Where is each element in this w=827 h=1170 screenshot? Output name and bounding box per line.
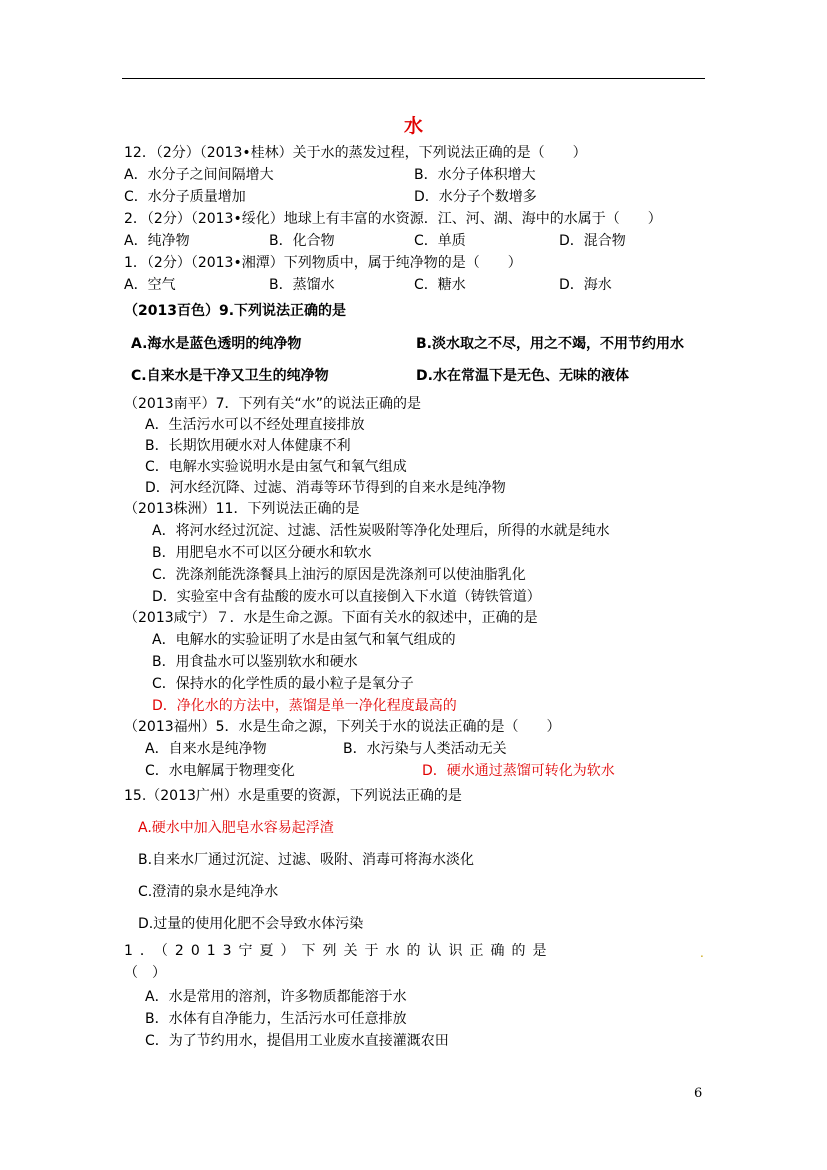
nanping-option-c: C．电解水实验说明水是由氢气和氧气组成	[145, 459, 407, 475]
ningxia-paren: （ ）	[124, 965, 166, 981]
q1-option-b: B．蒸馏水	[269, 277, 335, 293]
fuzhou-option-b: B．水污染与人类活动无关	[343, 741, 507, 757]
q2-option-c: C．单质	[414, 233, 466, 249]
baise-option-c: C.自来水是干净又卫生的纯净物	[131, 368, 329, 384]
guangzhou-option-a: A.硬水中加入肥皂水容易起浮渣	[138, 820, 334, 836]
xianning-stem: （2013咸宁）７．水是生命之源。下面有关水的叙述中，正确的是	[124, 610, 538, 626]
nanping-stem: （2013南平）7．下列有关“水”的说法正确的是	[124, 396, 422, 412]
zhuzhou-option-d: D．实验室中含有盐酸的废水可以直接倒入下水道（铸铁管道）	[152, 589, 541, 605]
q12-option-d: D．水分子个数增多	[414, 189, 537, 205]
q1-option-d: D．海水	[559, 277, 612, 293]
q2-option-a: A．纯净物	[124, 233, 190, 249]
nanping-option-d: D．河水经沉降、过滤、消毒等环节得到的自来水是纯净物	[145, 480, 506, 496]
zhuzhou-option-b: B．用肥皂水不可以区分硬水和软水	[152, 545, 372, 561]
q1-option-a: A．空气	[124, 277, 176, 293]
guangzhou-option-b: B.自来水厂通过沉淀、过滤、吸附、消毒可将海水淡化	[138, 852, 475, 868]
q2-option-d: D．混合物	[559, 233, 626, 249]
fuzhou-option-c: C．水电解属于物理变化	[145, 763, 295, 779]
ningxia-stem: 1．（2013宁夏）下列关于水的认识正确的是	[124, 943, 554, 959]
margin-mark: .	[700, 946, 704, 960]
q2-stem: 2．（2分）（2013•绥化）地球上有丰富的水资源．江、河、湖、海中的水属于（ ）	[124, 211, 662, 227]
nanping-option-a: A．生活污水可以不经处理直接排放	[145, 417, 365, 433]
q1-option-c: C．糖水	[414, 277, 466, 293]
baise-option-d: D.水在常温下是无色、无味的液体	[416, 368, 629, 384]
zhuzhou-option-a: A．将河水经过沉淀、过滤、活性炭吸附等净化处理后，所得的水就是纯水	[152, 523, 610, 539]
header-rule	[122, 78, 705, 79]
ningxia-option-b: B．水体有自净能力，生活污水可任意排放	[145, 1011, 407, 1027]
zhuzhou-option-c: C．洗涤剂能洗涤餐具上油污的原因是洗涤剂可以使油脂乳化	[152, 567, 526, 583]
guangzhou-option-c: C.澄清的泉水是纯净水	[138, 884, 279, 900]
baise-stem: （2013百色）9.下列说法正确的是	[124, 303, 347, 319]
q12-option-c: C．水分子质量增加	[124, 189, 246, 205]
zhuzhou-stem: （2013株洲）11．下列说法正确的是	[124, 501, 360, 517]
baise-option-b: B.淡水取之不尽，用之不竭，不用节约用水	[416, 336, 684, 352]
q12-stem: 12．（2分）（2013•桂林）关于水的蒸发过程，下列说法正确的是（ ）	[124, 145, 587, 161]
guangzhou-stem: 15.（2013广州）水是重要的资源，下列说法正确的是	[124, 788, 462, 804]
xianning-option-c: C．保持水的化学性质的最小粒子是氧分子	[152, 676, 414, 692]
fuzhou-stem: （2013福州）5．水是生命之源，下列关于水的说法正确的是（ ）	[124, 719, 561, 735]
ningxia-option-c: C．为了节约用水，提倡用工业废水直接灌溉农田	[145, 1033, 449, 1049]
nanping-option-b: B．长期饮用硬水对人体健康不利	[145, 438, 351, 454]
xianning-option-a: A．电解水的实验证明了水是由氢气和氧气组成的	[152, 632, 456, 648]
page-number: 6	[694, 1086, 703, 1101]
xianning-option-d: D．净化水的方法中，蒸馏是单一净化程度最高的	[152, 698, 457, 714]
q12-option-b: B．水分子体积增大	[414, 167, 536, 183]
q2-option-b: B．化合物	[269, 233, 335, 249]
q12-option-a: A．水分子之间间隔增大	[124, 167, 274, 183]
guangzhou-option-d: D.过量的使用化肥不会导致水体污染	[138, 916, 364, 932]
page-title: 水	[403, 115, 423, 137]
fuzhou-option-d: D．硬水通过蒸馏可转化为软水	[422, 763, 615, 779]
xianning-option-b: B．用食盐水可以鉴别软水和硬水	[152, 654, 358, 670]
ningxia-option-a: A．水是常用的溶剂，许多物质都能溶于水	[145, 989, 407, 1005]
fuzhou-option-a: A．自来水是纯净物	[145, 741, 267, 757]
baise-option-a: A.海水是蓝色透明的纯净物	[131, 336, 302, 352]
q1-stem: 1．（2分）（2013•湘潭）下列物质中，属于纯净物的是（ ）	[124, 255, 522, 271]
